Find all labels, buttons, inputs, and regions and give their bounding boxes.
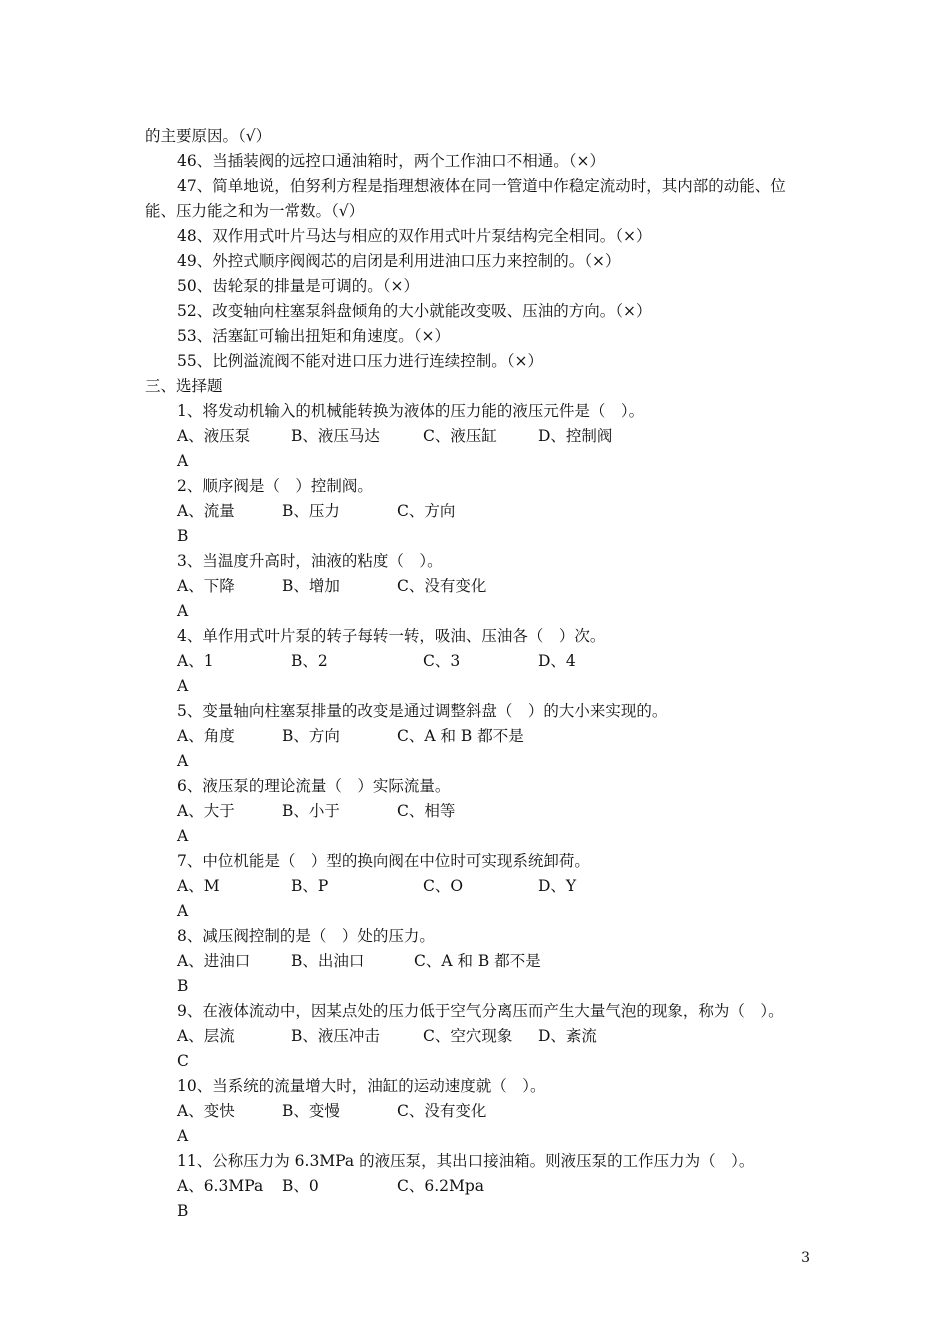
text-line: 49、外控式顺序阀阀芯的启闭是利用进油口压力来控制的。（×） xyxy=(177,252,621,270)
option-d: D、4 xyxy=(538,652,576,670)
question-text: 5、变量轴向柱塞泵排量的改变是通过调整斜盘（ ）的大小来实现的。 xyxy=(177,702,668,720)
options-row xyxy=(0,799,950,824)
answer-text: A xyxy=(177,752,189,770)
option-a: A、M xyxy=(177,877,220,895)
option-b: B、液压冲击 xyxy=(291,1027,380,1045)
question-text: 1、将发动机输入的机械能转换为液体的压力能的液压元件是（ ）。 xyxy=(177,402,645,420)
question-text: 4、单作用式叶片泵的转子每转一转，吸油、压油各（ ）次。 xyxy=(177,627,606,645)
question-text: 10、当系统的流量增大时，油缸的运动速度就（ ）。 xyxy=(177,1077,546,1095)
question-text: 7、中位机能是（ ）型的换向阀在中位时可实现系统卸荷。 xyxy=(177,852,590,870)
option-a: A、液压泵 xyxy=(177,427,251,445)
question-text: 11、公称压力为 6.3MPa 的液压泵，其出口接油箱。则液压泵的工作压力为（ ）。 xyxy=(177,1152,755,1170)
text-line: 55、比例溢流阀不能对进口压力进行连续控制。（×） xyxy=(177,352,543,370)
question-text: 6、液压泵的理论流量（ ）实际流量。 xyxy=(177,777,451,795)
options-row xyxy=(0,574,950,599)
answer-text: A xyxy=(177,827,189,845)
option-c: C、空穴现象 xyxy=(423,1027,513,1045)
options-row xyxy=(0,649,950,674)
option-b: B、方向 xyxy=(282,727,340,745)
option-b: B、2 xyxy=(291,652,328,670)
options-row xyxy=(0,949,950,974)
question-text: 9、在液体流动中，因某点处的压力低于空气分离压而产生大量气泡的现象，称为（ ）。 xyxy=(177,1002,784,1020)
option-c: C、没有变化 xyxy=(397,577,487,595)
question-text: 2、顺序阀是（ ）控制阀。 xyxy=(177,477,373,495)
question-text: 3、当温度升高时，油液的粘度（ ）。 xyxy=(177,552,443,570)
option-c: C、6.2Mpa xyxy=(397,1177,485,1195)
options-row xyxy=(0,499,950,524)
answer-text: C xyxy=(177,1052,189,1070)
option-a: A、下降 xyxy=(177,577,235,595)
option-b: B、增加 xyxy=(282,577,340,595)
option-c: C、液压缸 xyxy=(423,427,497,445)
option-b: B、出油口 xyxy=(291,952,365,970)
option-c: C、O xyxy=(423,877,464,895)
text-line: 的主要原因。（√） xyxy=(145,127,272,145)
option-c: C、3 xyxy=(423,652,461,670)
text-line: 能、压力能之和为一常数。（√） xyxy=(145,202,365,220)
answer-text: A xyxy=(177,1127,189,1145)
option-c: C、相等 xyxy=(397,802,456,820)
option-c: C、A 和 B 都不是 xyxy=(397,727,524,745)
options-row xyxy=(0,724,950,749)
options-row xyxy=(0,424,950,449)
option-b: B、0 xyxy=(282,1177,319,1195)
answer-text: B xyxy=(177,527,189,545)
option-b: B、压力 xyxy=(282,502,340,520)
option-a: A、角度 xyxy=(177,727,235,745)
text-line: 50、齿轮泵的排量是可调的。（×） xyxy=(177,277,419,295)
answer-text: B xyxy=(177,1202,189,1220)
answer-text: A xyxy=(177,602,189,620)
option-b: B、液压马达 xyxy=(291,427,380,445)
text-line: 46、当插装阀的远控口通油箱时，两个工作油口不相通。（×） xyxy=(177,152,605,170)
options-row xyxy=(0,1099,950,1124)
text-line: 52、改变轴向柱塞泵斜盘倾角的大小就能改变吸、压油的方向。（×） xyxy=(177,302,652,320)
text-line: 48、双作用式叶片马达与相应的双作用式叶片泵结构完全相同。（×） xyxy=(177,227,652,245)
option-a: A、大于 xyxy=(177,802,235,820)
option-d: D、控制阀 xyxy=(538,427,613,445)
options-row xyxy=(0,1024,950,1049)
option-a: A、进油口 xyxy=(177,952,251,970)
option-a: A、6.3MPa xyxy=(177,1177,264,1195)
section-title: 三、选择题 xyxy=(145,377,223,395)
option-a: A、变快 xyxy=(177,1102,235,1120)
answer-text: A xyxy=(177,677,189,695)
page-number: 3 xyxy=(801,1250,810,1266)
option-d: D、Y xyxy=(538,877,577,895)
option-a: A、流量 xyxy=(177,502,235,520)
options-row xyxy=(0,1174,950,1199)
option-c: C、方向 xyxy=(397,502,456,520)
option-d: D、紊流 xyxy=(538,1027,597,1045)
text-line: 53、活塞缸可输出扭矩和角速度。（×） xyxy=(177,327,450,345)
option-c: C、没有变化 xyxy=(397,1102,487,1120)
option-a: A、层流 xyxy=(177,1027,235,1045)
answer-text: A xyxy=(177,902,189,920)
answer-text: B xyxy=(177,977,189,995)
options-row xyxy=(0,874,950,899)
question-text: 8、减压阀控制的是（ ）处的压力。 xyxy=(177,927,435,945)
option-b: B、小于 xyxy=(282,802,340,820)
option-c: C、A 和 B 都不是 xyxy=(414,952,541,970)
option-b: B、变慢 xyxy=(282,1102,340,1120)
text-line: 47、简单地说，伯努利方程是指理想液体在同一管道中作稳定流动时，其内部的动能、位 xyxy=(177,177,786,195)
answer-text: A xyxy=(177,452,189,470)
option-a: A、1 xyxy=(177,652,214,670)
option-b: B、P xyxy=(291,877,329,895)
